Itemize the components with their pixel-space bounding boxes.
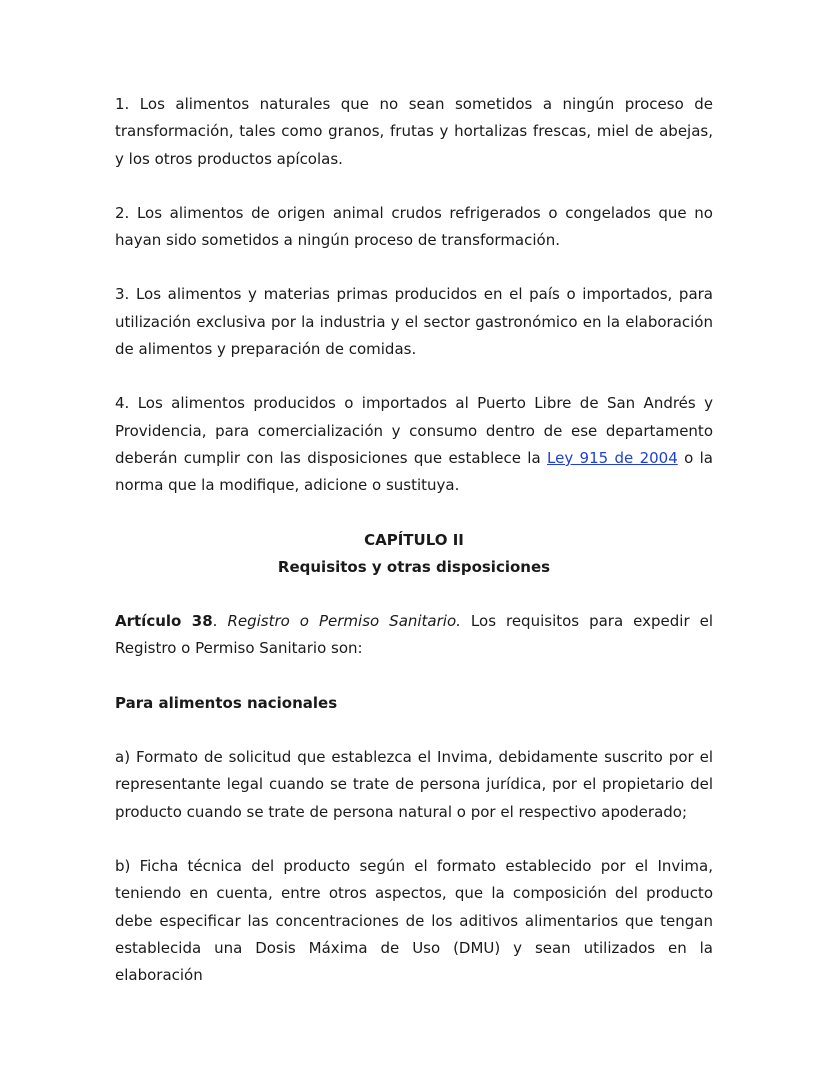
item-4-text-end: o la norma que la modifique, adicione o sustituya. (115, 448, 713, 495)
chapter-subtitle: Requisitos y otras disposiciones (277, 557, 551, 576)
article-38 (115, 608, 713, 663)
item-1: 1. Los alimentos naturales que no sean sometidos a ningún proceso de transformación, tales como granos, frutas y hortalizas frescas, miel de abejas, y los otros productos apícolas. (115, 95, 713, 168)
article-label: Artículo 38 (115, 612, 213, 631)
law-link[interactable]: Ley 915 de 2004 (547, 448, 678, 467)
item-4-text: 4. Los alimentos producidos o importados al Puerto Libre de San Andrés y Providencia, para comercialización y consumo dentro de ese departamento deberán cumplir con las disposiciones que establece la (115, 394, 713, 467)
article-text: Los requisitos para expedir el Registro o Permiso Sanitario son: (115, 612, 713, 658)
article-punct: . (212, 612, 218, 631)
section-heading: Para alimentos nacionales (115, 693, 338, 712)
requirement-a: a) Formato de solicitud que establezca el Invima, debidamente suscrito por el representante legal cuando se trate de persona jurídica, por el propietario del producto cuando se trate de persona natural o por el respectivo apoderado; (115, 748, 713, 821)
chapter-title: CAPÍTULO II (364, 530, 464, 549)
item-2: 2. Los alimentos de origen animal crudos refrigerados o congelados que no hayan sido sometidos a ningún proceso de transformación. (115, 203, 713, 250)
item-4 (115, 390, 713, 499)
article-name: Registro o Permiso Sanitario. (227, 612, 461, 631)
item-3: 3. Los alimentos y materias primas producidos en el país o importados, para utilización exclusiva por la industria y el sector gastronómico en la elaboración de alimentos y preparación de comidas. (115, 285, 713, 359)
requirement-b: b) Ficha técnica del producto según el formato establecido por el Invima, teniendo en cuenta, entre otros aspectos, que la composición del producto debe especificar las concentraciones de los aditivos alimentarios que tengan establecida una Dosis Máxima de Uso (DMU) y sean utilizados en la elaboración (115, 856, 713, 985)
document-page (115, 91, 713, 989)
